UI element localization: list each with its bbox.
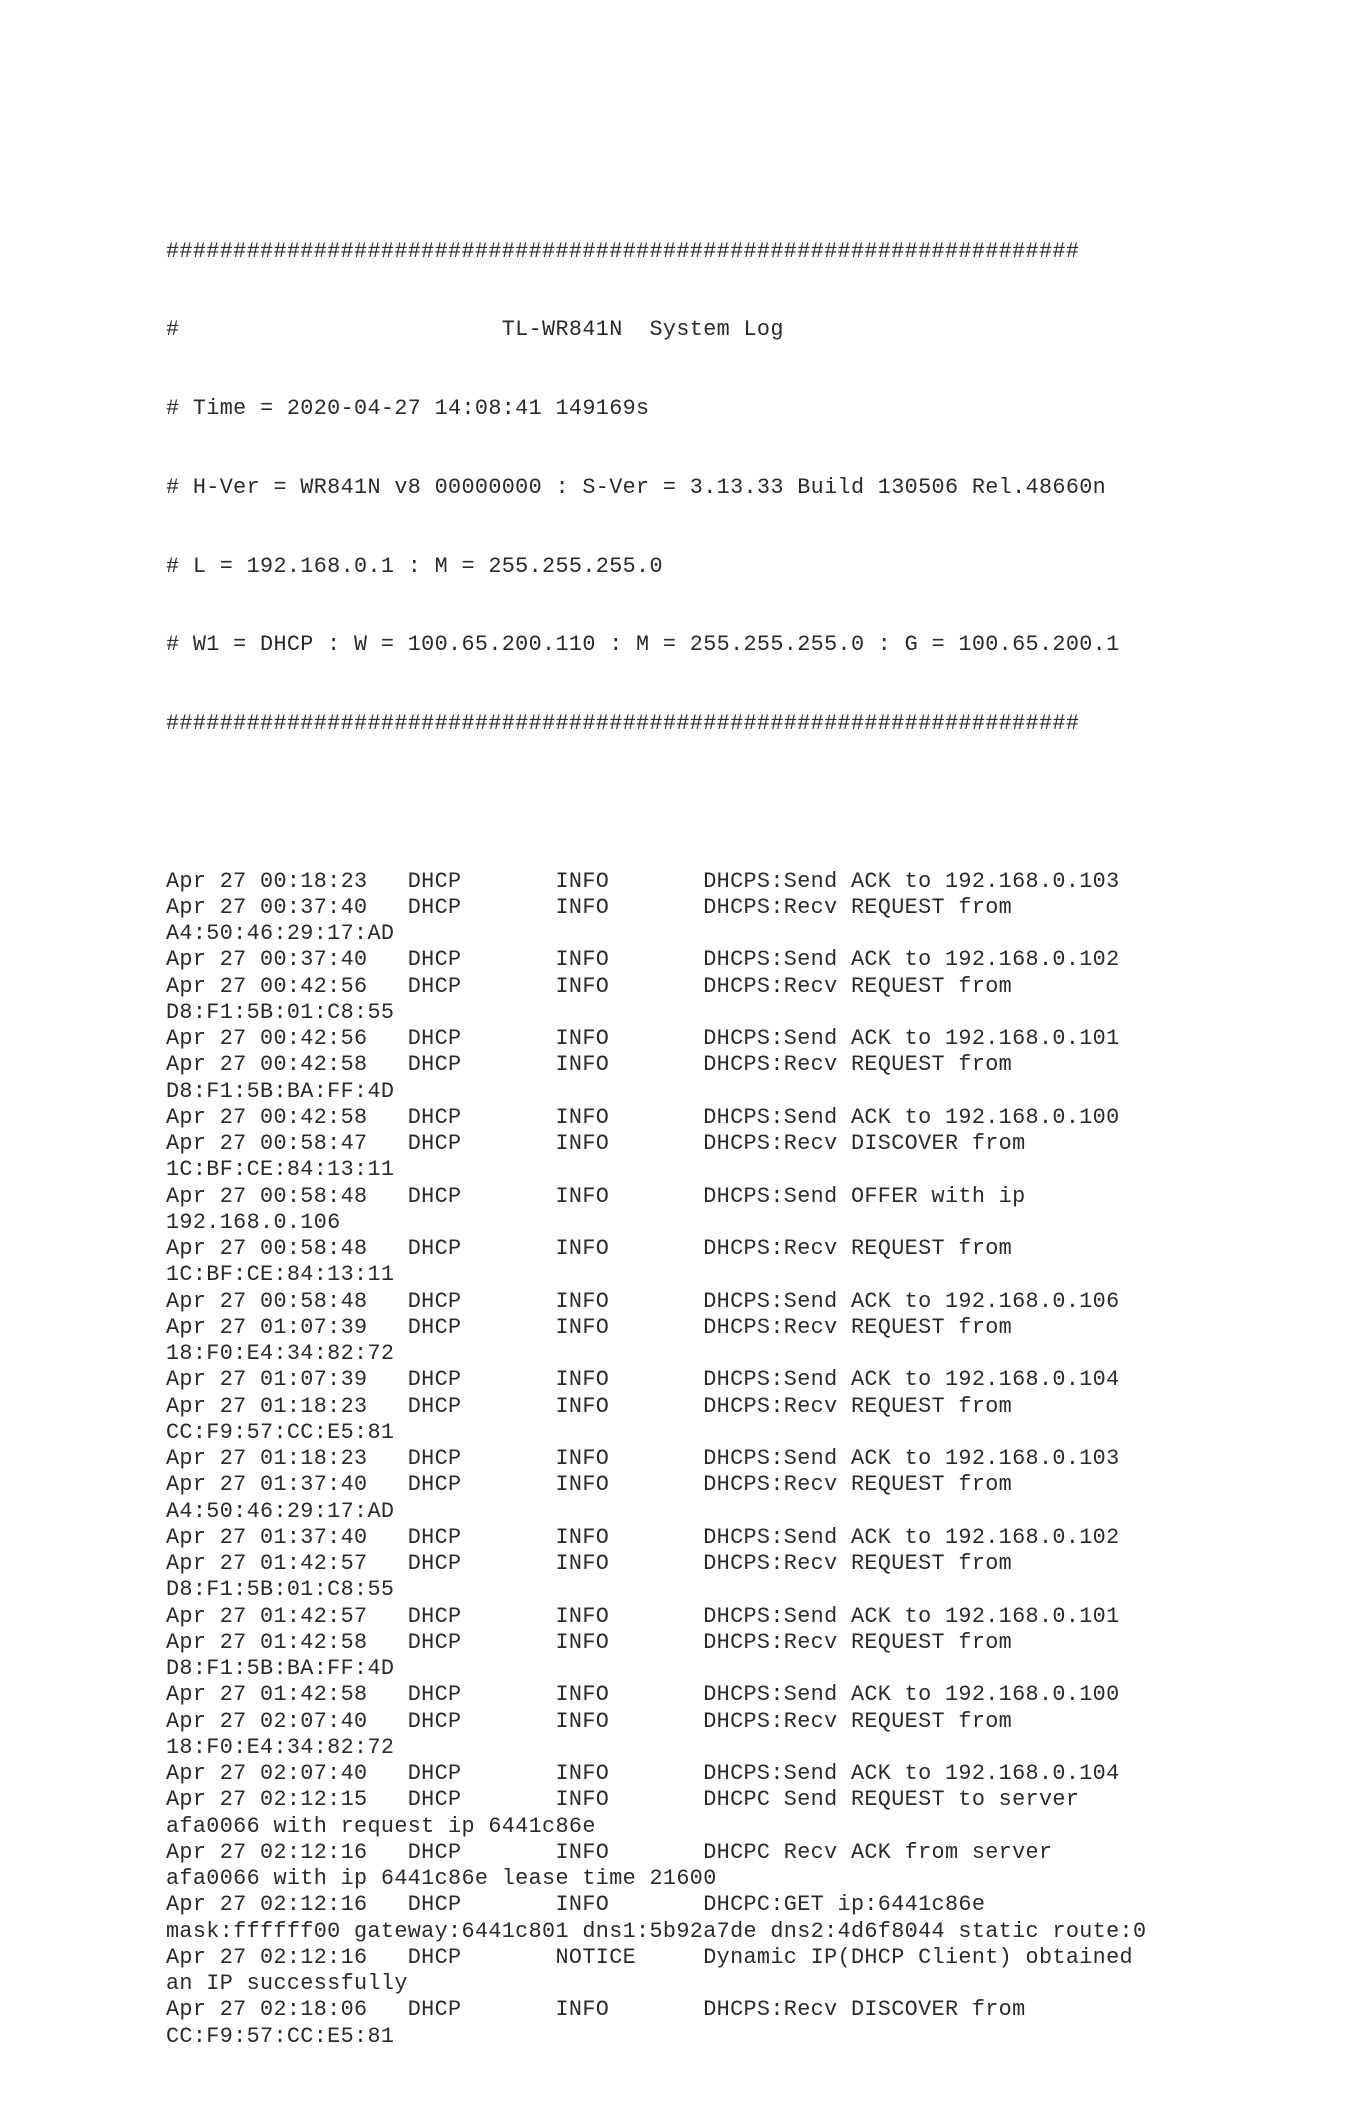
log-line: 18:F0:E4:34:82:72 <box>166 1734 395 1760</box>
log-line: 1C:BF:CE:84:13:11 <box>166 1262 395 1288</box>
log-line: Apr 27 00:58:48 DHCP INFO DHCPS:Send OFFER with ip <box>166 1183 1026 1209</box>
log-line: Apr 27 00:42:58 DHCP INFO DHCPS:Recv REQUEST from <box>166 1052 1013 1078</box>
header-lan: # L = 192.168.0.1 : M = 255.255.255.0 <box>166 553 663 579</box>
log-line: Apr 27 01:18:23 DHCP INFO DHCPS:Send ACK to 192.168.0.103 <box>166 1446 1120 1471</box>
log-line: mask:ffffff00 gateway:6441c801 dns1:5b92a7de dns2:4d6f8044 static route:0 <box>166 1918 1147 1944</box>
header-spacer <box>166 790 1146 816</box>
log-line: Apr 27 00:42:56 DHCP INFO DHCPS:Send ACK to 192.168.0.101 <box>166 1026 1120 1051</box>
log-line: afa0066 with ip 6441c86e lease time 21600 <box>166 1866 717 1891</box>
log-line: 192.168.0.106 <box>166 1209 341 1235</box>
log-line: 18:F0:E4:34:82:72 <box>166 1341 395 1366</box>
log-line: Apr 27 00:18:23 DHCP INFO DHCPS:Send ACK to 192.168.0.103 <box>166 868 1120 894</box>
log-line: 1C:BF:CE:84:13:11 <box>166 1157 395 1183</box>
header-border-top: #################################################################### <box>166 238 1080 264</box>
log-line: Apr 27 01:42:58 DHCP INFO DHCPS:Send ACK to 192.168.0.100 <box>166 1682 1120 1708</box>
log-line: Apr 27 00:42:58 DHCP INFO DHCPS:Send ACK to 192.168.0.100 <box>166 1104 1120 1130</box>
log-line: D8:F1:5B:01:C8:55 <box>166 1577 395 1603</box>
log-line: Apr 27 01:07:39 DHCP INFO DHCPS:Send ACK to 192.168.0.104 <box>166 1367 1120 1393</box>
log-line: Apr 27 00:58:48 DHCP INFO DHCPS:Send ACK to 192.168.0.106 <box>166 1288 1120 1314</box>
log-line: Apr 27 02:12:16 DHCP NOTICE Dynamic IP(DHCP Client) obtained <box>166 1944 1133 1970</box>
log-line: Apr 27 01:18:23 DHCP INFO DHCPS:Recv REQUEST from <box>166 1393 1013 1419</box>
system-log <box>166 186 1146 2102</box>
log-line: Apr 27 02:07:40 DHCP INFO DHCPS:Recv REQUEST from <box>166 1708 1013 1734</box>
log-line: D8:F1:5B:01:C8:55 <box>166 999 395 1025</box>
log-line: Apr 27 01:42:58 DHCP INFO DHCPS:Recv REQUEST from <box>166 1629 1013 1655</box>
log-line: Apr 27 02:12:16 DHCP INFO DHCPC Recv ACK from server <box>166 1839 1053 1865</box>
log-line: Apr 27 01:37:40 DHCP INFO DHCPS:Recv REQUEST from <box>166 1472 1013 1498</box>
log-entries <box>166 869 1146 2050</box>
log-line: CC:F9:57:CC:E5:81 <box>166 1419 395 1445</box>
log-line: Apr 27 00:37:40 DHCP INFO DHCPS:Recv REQUEST from <box>166 894 1013 920</box>
log-line: Apr 27 01:37:40 DHCP INFO DHCPS:Send ACK to 192.168.0.102 <box>166 1524 1120 1550</box>
log-line: Apr 27 01:42:57 DHCP INFO DHCPS:Recv REQUEST from <box>166 1551 1013 1576</box>
log-line: Apr 27 00:58:47 DHCP INFO DHCPS:Recv DISCOVER from <box>166 1131 1026 1156</box>
header-version: # H-Ver = WR841N v8 00000000 : S-Ver = 3.13.33 Build 130506 Rel.48660n <box>166 474 1107 500</box>
log-line: afa0066 with request ip 6441c86e <box>166 1813 596 1839</box>
log-line: Apr 27 02:12:16 DHCP INFO DHCPC:GET ip:6441c86e <box>166 1892 986 1918</box>
log-line: Apr 27 02:18:06 DHCP INFO DHCPS:Recv DISCOVER from <box>166 1997 1026 2023</box>
log-line: Apr 27 00:58:48 DHCP INFO DHCPS:Recv REQUEST from <box>166 1236 1013 1261</box>
log-line: D8:F1:5B:BA:FF:4D <box>166 1656 395 1681</box>
log-line: CC:F9:57:CC:E5:81 <box>166 2023 395 2049</box>
log-line: Apr 27 02:12:15 DHCP INFO DHCPC Send REQUEST to server <box>166 1787 1080 1813</box>
log-line: Apr 27 02:07:40 DHCP INFO DHCPS:Send ACK to 192.168.0.104 <box>166 1761 1120 1786</box>
log-line: Apr 27 00:37:40 DHCP INFO DHCPS:Send ACK to 192.168.0.102 <box>166 947 1120 973</box>
header-wan: # W1 = DHCP : W = 100.65.200.110 : M = 255.255.255.0 : G = 100.65.200.1 <box>166 632 1120 658</box>
log-line: Apr 27 01:07:39 DHCP INFO DHCPS:Recv REQUEST from <box>166 1314 1013 1340</box>
log-line: A4:50:46:29:17:AD <box>166 1498 395 1524</box>
log-line: an IP successfully <box>166 1971 408 1996</box>
log-line: A4:50:46:29:17:AD <box>166 921 395 946</box>
header-time: # Time = 2020-04-27 14:08:41 149169s <box>166 396 650 421</box>
log-line: Apr 27 01:42:57 DHCP INFO DHCPS:Send ACK to 192.168.0.101 <box>166 1603 1120 1629</box>
header-title: # TL-WR841N System Log <box>166 317 784 343</box>
log-line: Apr 27 00:42:56 DHCP INFO DHCPS:Recv REQUEST from <box>166 973 1013 999</box>
log-line: D8:F1:5B:BA:FF:4D <box>166 1078 395 1104</box>
header-border-bottom: #################################################################### <box>166 711 1080 736</box>
